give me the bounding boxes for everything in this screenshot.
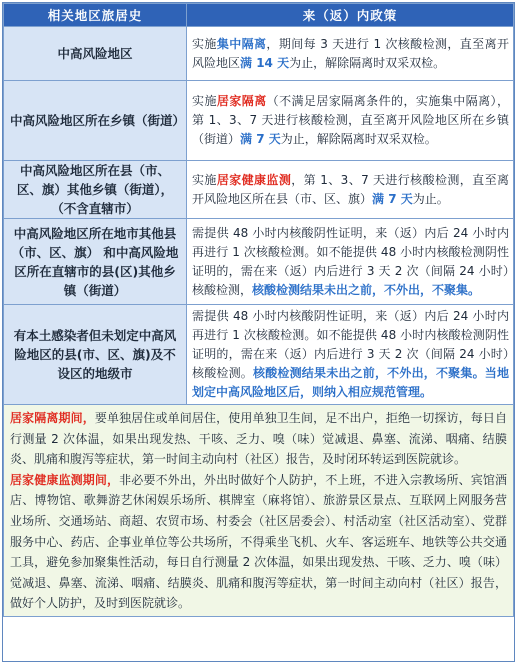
row-policy [187, 161, 514, 219]
note-title: 居家隔离期间， [10, 411, 95, 425]
policy-text: （不满足居家隔离条件的，实施集中隔离），第 1、3、7 天进行核酸检测，直至离开风险地区所在乡镇（街道） [192, 94, 509, 146]
policy-sheet [2, 2, 515, 662]
table-row [4, 81, 514, 161]
policy-highlight: 满 14 天 [240, 55, 290, 70]
policy-text: 为止。 [412, 191, 449, 206]
notes-cell [4, 405, 514, 617]
row-history: 中高风险地区所在地市其他县（市、区、旗） 和中高风险地区所在直辖市的县(区)其他乡镇（街道） [4, 219, 187, 305]
policy-highlight: 居家隔离 [216, 94, 267, 108]
policy-text: 为止，解除隔离时双采双检。 [289, 55, 446, 70]
policy-highlight: 集中隔离 [216, 36, 267, 51]
policy-text: 需提供 48 小时内核酸阴性证明，来（返）内后 24 小时内再进行 1 次核酸检测。如不能提供 48 小时内核酸检测阴性证明的，需在来（返）内后进行 3 天 2 次（间隔 24 小时）核酸检测， [192, 225, 509, 297]
policy-text: 实施 [192, 172, 217, 187]
policy-highlight: 满 7 天 [372, 191, 413, 206]
table-row [4, 161, 514, 219]
header-row [4, 4, 514, 27]
note-health-monitoring [10, 470, 507, 614]
policy-text: ，期间每 3 天进行 1 次核酸检测，直至离开风险地区 [192, 36, 509, 70]
row-policy [187, 81, 514, 161]
table-row [4, 219, 514, 305]
policy-highlight: 核酸检测结果未出之前，不外出，不聚集。当地划定中高风险地区后，则纳入相应规范管理。 [192, 366, 509, 399]
policy-text: ，第 1、3、7 天进行核酸检测，直至离开风险地区所在县（市、区、旗） [192, 172, 509, 206]
note-title: 居家健康监测期间， [10, 472, 120, 487]
policy-highlight: 满 7 天 [240, 132, 281, 146]
note-home-isolation [10, 408, 507, 470]
policy-text: 实施 [192, 94, 217, 108]
policy-text: 实施 [192, 36, 217, 51]
header-policy: 来（返）内政策 [187, 4, 514, 27]
policy-table [3, 3, 514, 617]
row-policy [187, 27, 514, 81]
header-history: 相关地区旅居史 [4, 4, 187, 27]
table-row [4, 27, 514, 81]
row-policy [187, 219, 514, 305]
row-history: 中高风险地区所在县（市、区、旗）其他乡镇（街道），（不含直辖市） [4, 161, 187, 219]
note-text: 要单独居住或单间居住，使用单独卫生间，足不出户，拒绝一切探访，每日自行测量 2 次体温，如果出现发热、干咳、乏力、嗅（味）觉减退、鼻塞、流涕、咽痛、结膜炎、肌痛和腹泻等症状，第一时间主动向村（社区）报告，及时闭环转运到医院就诊。 [10, 411, 507, 467]
notes-row [4, 405, 514, 617]
policy-text: 需提供 48 小时内核酸阴性证明，来（返）内后 24 小时内再进行 1 次核酸检测。如不能提供 48 小时内核酸检测阴性证明的，需在来（返）内后进行 3 天 2 次（间隔 24 小时）核酸检测。 [192, 309, 509, 380]
row-history: 中高风险地区 [4, 27, 187, 81]
row-history: 有本土感染者但未划定中高风险地区的县(市、区、旗)及不设区的地级市 [4, 305, 187, 405]
row-policy [187, 305, 514, 405]
policy-highlight: 核酸检测结果未出之前，不外出，不聚集。 [252, 282, 481, 297]
policy-text: 为止，解除隔离时双采双检。 [280, 132, 437, 146]
policy-highlight: 居家健康监测 [216, 172, 292, 187]
note-text: 非必要不外出，外出时做好个人防护，不上班，不进入宗教场所、宾馆酒店、博物馆、歌舞游艺休闲娱乐场所、棋牌室（麻将馆）、旅游景区景点、互联网上网服务营业场所、交通场站、商超、农贸市场、村委会（社区居委会）、村活动室（社区活动室）、党群服务中心、药店、企事业单位等公共场所，不得乘坐飞机、火车、客运班车、地铁等公共交通工具，避免参加聚集性活动，每日自行测量 2 次体温，如果出现发热、干咳、乏力、嗅（味）觉减退、鼻塞、流涕、咽痛、结膜炎、肌痛和腹泻等症状，第一时间主动向村（社区）报告，做好个人防护，及时到医院就诊。 [10, 472, 507, 611]
row-history: 中高风险地区所在乡镇（街道） [4, 81, 187, 161]
table-row [4, 305, 514, 405]
